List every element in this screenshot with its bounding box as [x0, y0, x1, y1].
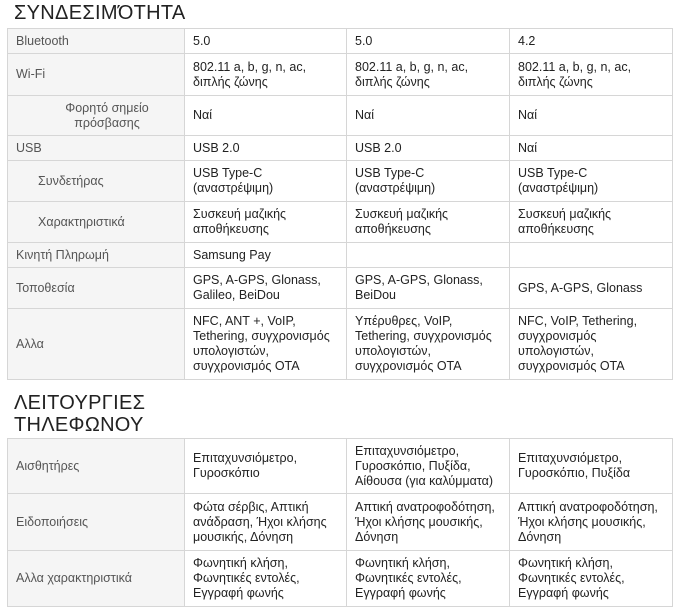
cell-value: USB Type-C (αναστρέψιμη) [347, 161, 510, 202]
row-label-location: Τοποθεσία [8, 268, 185, 309]
table-row [8, 29, 673, 54]
cell-value: Ναί [510, 96, 673, 136]
row-label-hotspot: Φορητό σημείο πρόσβασης [8, 96, 185, 136]
phone-features-table [7, 438, 673, 607]
table-row [8, 439, 673, 494]
cell-value: NFC, ANT +, VoIP, Tethering, συγχρονισμός υπολογιστών, συγχρονισμός OTA [185, 309, 347, 380]
row-label-other: Αλλα [8, 309, 185, 380]
table-row [8, 161, 673, 202]
table-row [8, 136, 673, 161]
table-row [8, 96, 673, 136]
cell-value: Φωνητική κλήση, Φωνητικές εντολές, Εγγραφή φωνής [510, 551, 673, 607]
cell-value: Απτική ανατροφοδότηση, Ήχοι κλήσης μουσικής, Δόνηση [510, 494, 673, 551]
connectivity-table [7, 28, 673, 380]
phone-features-title-line1: ΛΕΙΤΟΥΡΓΙΕΣ [14, 392, 146, 414]
cell-value: USB Type-C (αναστρέψιμη) [510, 161, 673, 202]
cell-value: 802.11 a, b, g, n, ac, διπλής ζώνης [347, 54, 510, 96]
table-row [8, 551, 673, 607]
cell-value: GPS, A-GPS, Glonass, BeiDou [347, 268, 510, 309]
row-label-notifications: Ειδοποιήσεις [8, 494, 185, 551]
cell-value: 4.2 [510, 29, 673, 54]
row-label-connector: Συνδετήρας [8, 161, 185, 202]
cell-value: GPS, A-GPS, Glonass, Galileo, BeiDou [185, 268, 347, 309]
phone-features-title-line2: ΤΗΛΕΦΩΝΟΥ [14, 414, 144, 436]
table-row [8, 54, 673, 96]
row-label-wifi: Wi-Fi [8, 54, 185, 96]
cell-value: 802.11 a, b, g, n, ac, διπλής ζώνης [510, 54, 673, 96]
cell-value: Samsung Pay [185, 243, 347, 268]
row-label-mobile-payment: Κινητή Πληρωμή [8, 243, 185, 268]
cell-value: Επιταχυνσιόμετρο, Γυροσκόπιο, Πυξίδα [510, 439, 673, 494]
cell-value [510, 243, 673, 268]
cell-value: Υπέρυθρες, VoIP, Tethering, συγχρονισμός υπολογιστών, συγχρονισμός OTA [347, 309, 510, 380]
cell-value [347, 243, 510, 268]
cell-value: Επιταχυνσιόμετρο, Γυροσκόπιο [185, 439, 347, 494]
cell-value: Συσκευή μαζικής αποθήκευσης [347, 202, 510, 243]
cell-value: USB Type-C (αναστρέψιμη) [185, 161, 347, 202]
row-label-usb-features: Χαρακτηριστικά [8, 202, 185, 243]
cell-value: 5.0 [185, 29, 347, 54]
row-label-other-features: Αλλα χαρακτηριστικά [8, 551, 185, 607]
row-label-bluetooth: Bluetooth [8, 29, 185, 54]
connectivity-section-title: ΣΥΝΔΕΣΙΜΌΤΗΤΑ [14, 2, 186, 24]
cell-value: Ναί [185, 96, 347, 136]
cell-value: 5.0 [347, 29, 510, 54]
table-row [8, 309, 673, 380]
cell-value: Φωνητική κλήση, Φωνητικές εντολές, Εγγραφή φωνής [347, 551, 510, 607]
cell-value: NFC, VoIP, Tethering, συγχρονισμός υπολογιστών, συγχρονισμός OTA [510, 309, 673, 380]
row-label-sensors: Αισθητήρες [8, 439, 185, 494]
row-label-usb: USB [8, 136, 185, 161]
table-row [8, 202, 673, 243]
cell-value: USB 2.0 [347, 136, 510, 161]
phone-features-section-title [0, 392, 145, 436]
cell-value: Συσκευή μαζικής αποθήκευσης [510, 202, 673, 243]
table-row [8, 494, 673, 551]
cell-value: Επιταχυνσιόμετρο, Γυροσκόπιο, Πυξίδα, Αίθουσα (για καλύμματα) [347, 439, 510, 494]
cell-value: Συσκευή μαζικής αποθήκευσης [185, 202, 347, 243]
cell-value: 802.11 a, b, g, n, ac, διπλής ζώνης [185, 54, 347, 96]
cell-value: Απτική ανατροφοδότηση, Ήχοι κλήσης μουσικής, Δόνηση [347, 494, 510, 551]
table-row [8, 268, 673, 309]
cell-value: Ναί [347, 96, 510, 136]
cell-value: Ναί [510, 136, 673, 161]
cell-value: Φώτα σέρβις, Απτική ανάδραση, Ήχοι κλήσης μουσικής, Δόνηση [185, 494, 347, 551]
cell-value: USB 2.0 [185, 136, 347, 161]
cell-value: GPS, A-GPS, Glonass [510, 268, 673, 309]
cell-value: Φωνητική κλήση, Φωνητικές εντολές, Εγγραφή φωνής [185, 551, 347, 607]
table-row [8, 243, 673, 268]
